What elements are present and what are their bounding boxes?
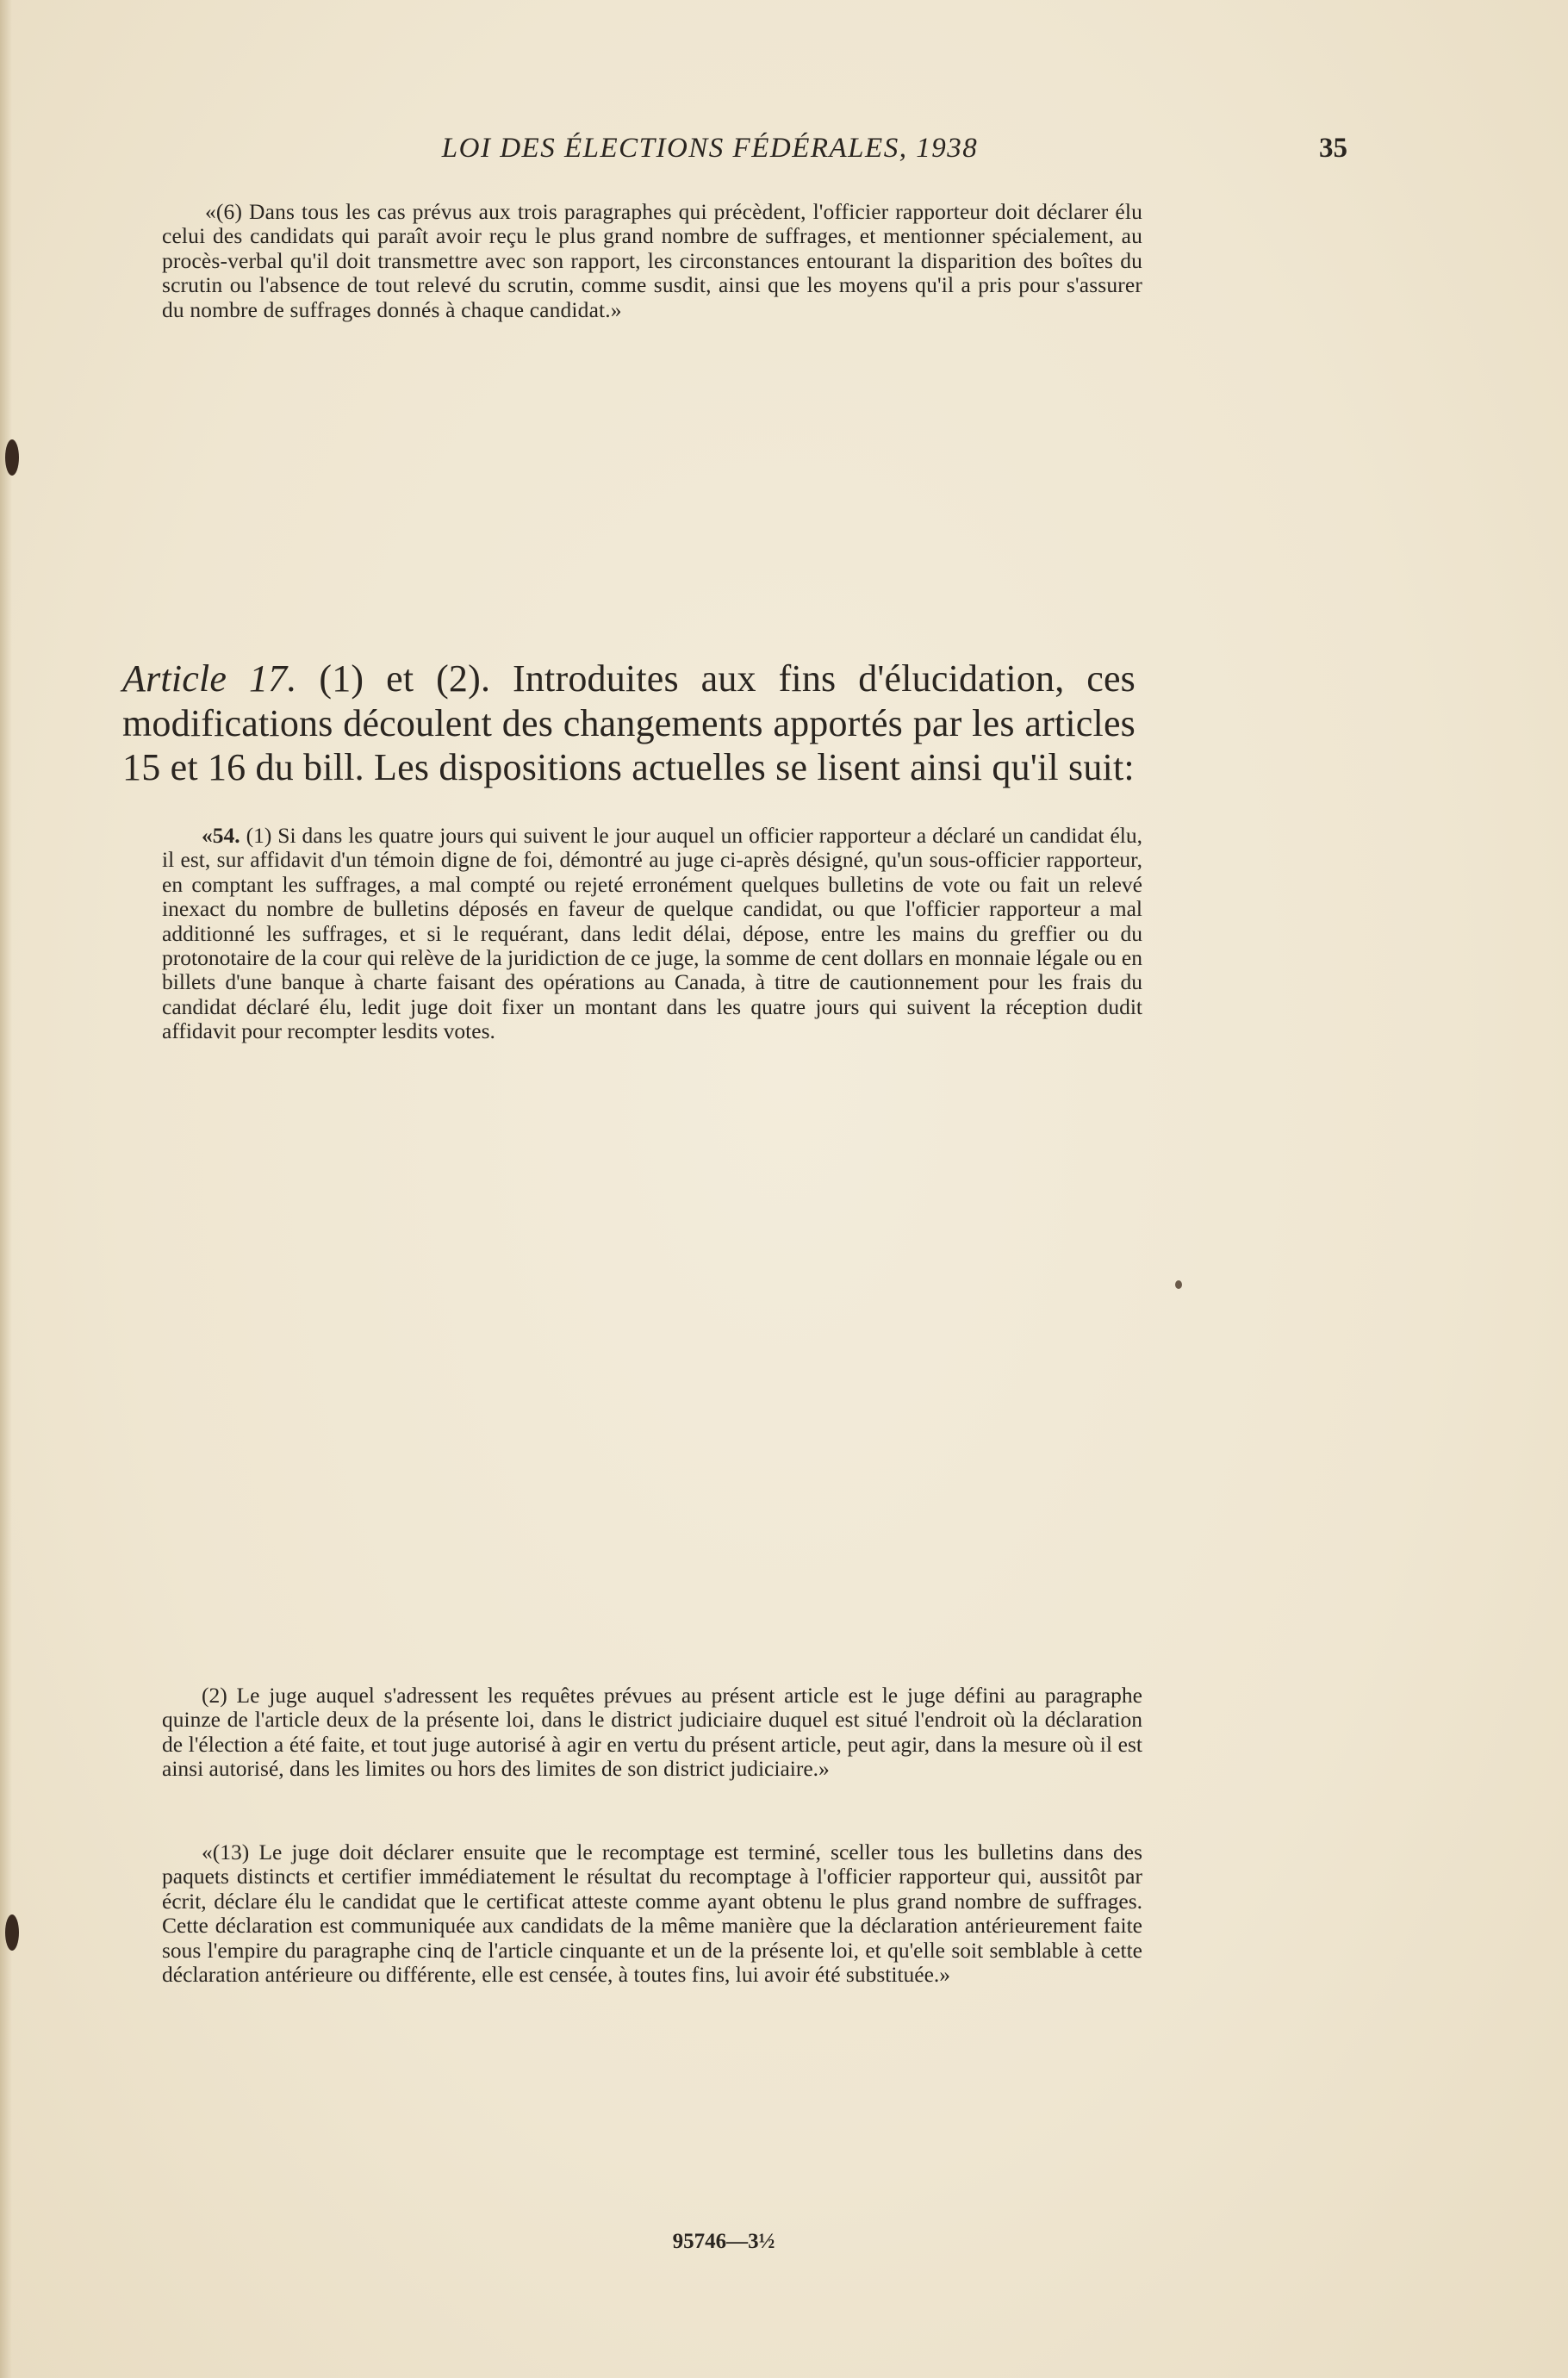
section-number: «54. (202, 823, 240, 848)
running-title: LOI DES ÉLECTIONS FÉDÉRALES, 1938 (441, 133, 979, 164)
article-reference: Article 17. (122, 657, 297, 700)
quoted-paragraph-6: «(6) Dans tous les cas prévus aux trois paragraphes qui précèdent, l'officier rapporteur doit déclarer élu celui des candidats qui paraît avoir reçu le plus grand nombre de suffrages, et mentionner spécialement, au procès-verbal qu'il doit transmettre avec son rapport, les circonstances entourant la disparition des boîtes du scrutin ou l'absence de tout relevé du scrutin, comme susdit, ainsi que les moyens qu'il a pris pour s'assurer du nombre de suffrages donnés à chaque candidat.» (162, 199, 1142, 322)
quoted-subsection-13: «(13) Le juge doit déclarer ensuite que le recomptage est terminé, sceller tous les bulletins dans des paquets distincts et certifier immédiatement le résultat du recomptage à l'officier rapporteur qui, aussitôt par écrit, déclare élu le candidat que le certificat atteste comme ayant obtenu le plus grand nombre de suffrages. Cette déclaration est communiquée aux candidats de la même manière que la déclaration antérieurement faite sous l'empire du paragraphe cinq de l'article cinquante et un de la présente loi, et qu'elle soit semblable à cette déclaration antérieure ou différente, elle est censée, à toutes fins, lui avoir été substituée.» (162, 1840, 1142, 1988)
binding-hole-mark (5, 439, 19, 476)
quoted-section-54 (162, 824, 1142, 1044)
page-number: 35 (1319, 133, 1347, 164)
printer-code: 95746—3½ (672, 2230, 775, 2253)
quoted-subsection-2: (2) Le juge auquel s'adressent les requêtes prévues au présent article est le juge défini au paragraphe quinze de l'article deux de la présente loi, dans le district judiciaire duquel est situé l'endroit où la déclaration de l'élection a été faite, et tout juge autorisé à agir en vertu du présent article, peut agir, dans la mesure où il est ainsi autorisé, dans les limites ou hors des limites de son district judiciaire.» (162, 1683, 1142, 1782)
page-edge-shadow (0, 0, 12, 2378)
section-54-text: (1) Si dans les quatre jours qui suivent le jour auquel un officier rapporteur a déclaré un candidat élu, il est, sur affidavit d'un témoin digne de foi, démontré au juge ci-après désigné, qu'un sous-officier rapporteur, en comptant les suffrages, a mal compté ou rejeté erronément quelques bulletins de vote ou fait un relevé inexact du nombre de bulletins déposés en faveur de quelque candidat, ou que l'officier rapporteur a mal additionné les suffrages, et si le requérant, dans ledit délai, dépose, entre les mains du greffier ou du protonotaire de la cour qui relève de la juridiction de ce juge, la somme de cent dollars en monnaie légale ou en billets d'une banque à charte faisant des opérations au Canada, à titre de cautionnement pour les frais du candidat déclaré élu, ledit juge doit fixer un montant dans les quatre jours qui suivent la réception dudit affidavit pour recompter lesdits votes. (162, 823, 1142, 1044)
article-17-commentary (122, 657, 1136, 790)
article-body: (1) et (2). Introduites aux fins d'élucidation, ces modifications découlent des changements apportés par les articles 15 et 16 du bill. Les dispositions actuelles se lisent ainsi qu'il suit: (122, 657, 1136, 788)
binding-hole-mark (5, 1914, 19, 1951)
ink-speck (1175, 1280, 1182, 1289)
